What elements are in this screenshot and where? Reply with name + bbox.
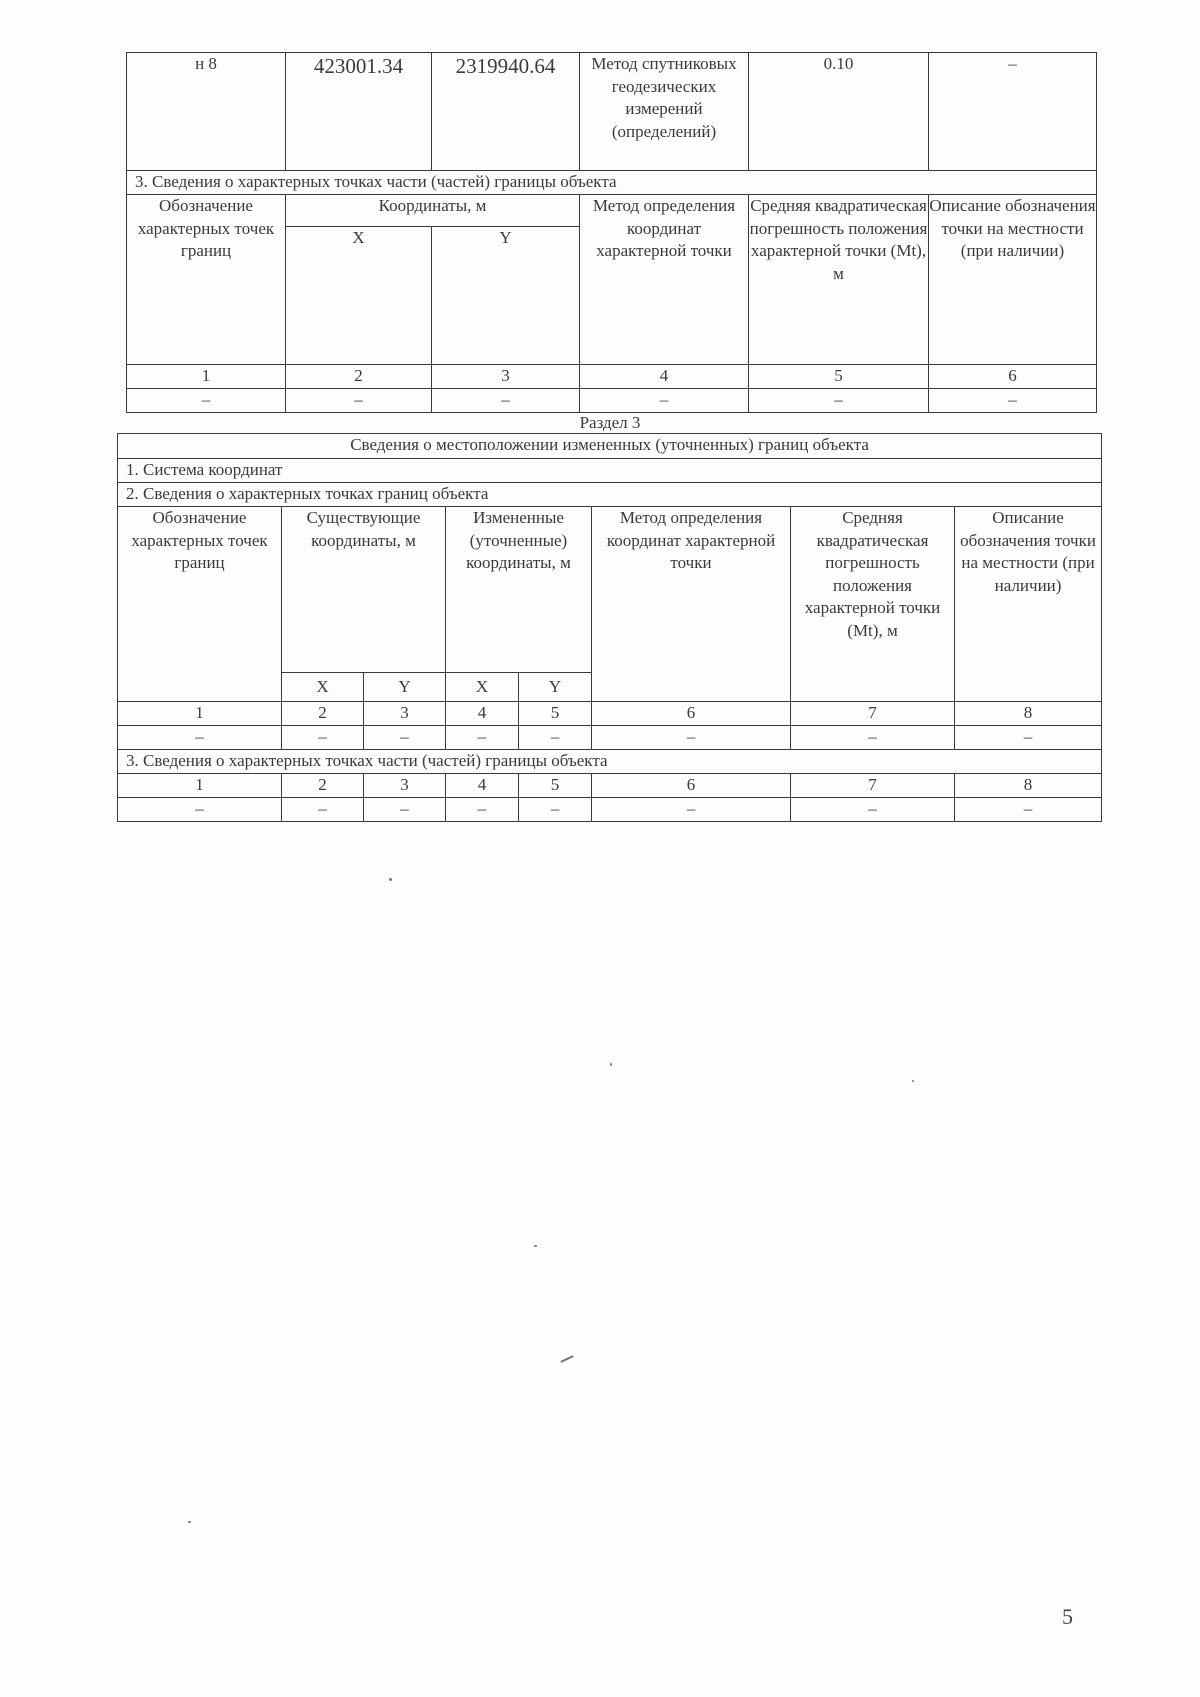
- part-section-title: 3. Сведения о характерных точках части (частей) границы объекта: [118, 750, 1102, 774]
- header-designation: Обозначение характерных точек границ: [118, 507, 282, 702]
- header-x: X: [286, 227, 432, 365]
- y-coordinate-cell: 2319940.64: [432, 53, 580, 171]
- description-cell: –: [929, 53, 1097, 171]
- empty-cell: –: [432, 389, 580, 413]
- column-number: 4: [446, 774, 519, 798]
- empty-cell: –: [580, 389, 749, 413]
- column-number: 5: [519, 702, 592, 726]
- section-row-title: 3. Сведения о характерных точках части (частей) границы объекта: [127, 171, 1097, 195]
- header-description: Описание обозначения точки на местности (при наличии): [955, 507, 1102, 702]
- column-number: 1: [127, 365, 286, 389]
- empty-cell: –: [791, 798, 955, 822]
- header-x: X: [282, 673, 364, 702]
- empty-cell: –: [519, 798, 592, 822]
- header-method: Метод определения координат характерной точки: [580, 195, 749, 365]
- header-existing-coordinates: Существующие координаты, м: [282, 507, 446, 673]
- column-number-row: [118, 702, 1102, 726]
- coordinate-system-row: 1. Система координат: [118, 459, 1102, 483]
- header-x: X: [446, 673, 519, 702]
- empty-cell: –: [592, 798, 791, 822]
- header-accuracy: Средняя квадратическая погрешность положения характерной точки (Mt), м: [791, 507, 955, 702]
- header-description: Описание обозначения точки на местности (при наличии): [929, 195, 1097, 365]
- scan-speck: [534, 1245, 537, 1247]
- table-title: Сведения о местоположении измененных (уточненных) границ объекта: [118, 434, 1102, 459]
- empty-cell: –: [364, 798, 446, 822]
- header-y: Y: [364, 673, 446, 702]
- point-name-cell: н 8: [127, 53, 286, 171]
- header-method: Метод определения координат характерной точки: [592, 507, 791, 702]
- column-number: 7: [791, 774, 955, 798]
- column-number: 5: [749, 365, 929, 389]
- empty-cell: –: [955, 726, 1102, 750]
- empty-cell: –: [955, 798, 1102, 822]
- column-number: 3: [364, 774, 446, 798]
- scan-speck: [912, 1080, 914, 1082]
- empty-cell: –: [791, 726, 955, 750]
- changed-boundaries-table: [117, 433, 1102, 822]
- column-number: 2: [286, 365, 432, 389]
- column-number: 4: [446, 702, 519, 726]
- header-designation: Обозначение характерных точек границ: [127, 195, 286, 365]
- empty-cell: –: [282, 726, 364, 750]
- empty-cell: –: [282, 798, 364, 822]
- column-number: 3: [432, 365, 580, 389]
- points-section-title: 2. Сведения о характерных точках границ объекта: [118, 483, 1102, 507]
- x-coordinate-cell: 423001.34: [286, 53, 432, 171]
- header-accuracy: Средняя квадратическая погрешность положения характерной точки (Mt), м: [749, 195, 929, 365]
- table-row: [127, 53, 1097, 171]
- page-number: 5: [1062, 1604, 1073, 1629]
- empty-cell: –: [364, 726, 446, 750]
- table-row: [127, 389, 1097, 413]
- column-number: 6: [929, 365, 1097, 389]
- header-y: Y: [432, 227, 580, 365]
- column-number: 1: [118, 702, 282, 726]
- column-number: 1: [118, 774, 282, 798]
- empty-cell: –: [286, 389, 432, 413]
- empty-cell: –: [446, 798, 519, 822]
- empty-cell: –: [519, 726, 592, 750]
- header-y: Y: [519, 673, 592, 702]
- column-number: 7: [791, 702, 955, 726]
- column-number: 6: [592, 702, 791, 726]
- column-number-row: [127, 365, 1097, 389]
- column-number-row: [118, 774, 1102, 798]
- boundary-points-table-continued: [126, 52, 1097, 413]
- empty-cell: –: [592, 726, 791, 750]
- column-number: 6: [592, 774, 791, 798]
- column-number: 5: [519, 774, 592, 798]
- header-changed-coordinates: Измененные (уточненные) координаты, м: [446, 507, 592, 673]
- empty-cell: –: [118, 798, 282, 822]
- empty-cell: –: [118, 726, 282, 750]
- scan-speck: [389, 878, 392, 881]
- empty-cell: –: [749, 389, 929, 413]
- method-cell: Метод спутниковых геодезических измерений (определений): [580, 53, 749, 171]
- column-number: 3: [364, 702, 446, 726]
- section-caption: Раздел 3: [579, 413, 641, 432]
- column-number: 4: [580, 365, 749, 389]
- empty-cell: –: [446, 726, 519, 750]
- table-row: [118, 726, 1102, 750]
- empty-cell: –: [929, 389, 1097, 413]
- header-coordinates: Координаты, м: [286, 195, 580, 227]
- column-number: 2: [282, 702, 364, 726]
- column-number: 8: [955, 774, 1102, 798]
- column-number: 8: [955, 702, 1102, 726]
- empty-cell: –: [127, 389, 286, 413]
- scan-speck: [560, 1355, 574, 1363]
- scan-speck: [188, 1521, 191, 1523]
- accuracy-cell: 0.10: [749, 53, 929, 171]
- scan-speck: [610, 1063, 612, 1066]
- column-number: 2: [282, 774, 364, 798]
- table-row: [118, 798, 1102, 822]
